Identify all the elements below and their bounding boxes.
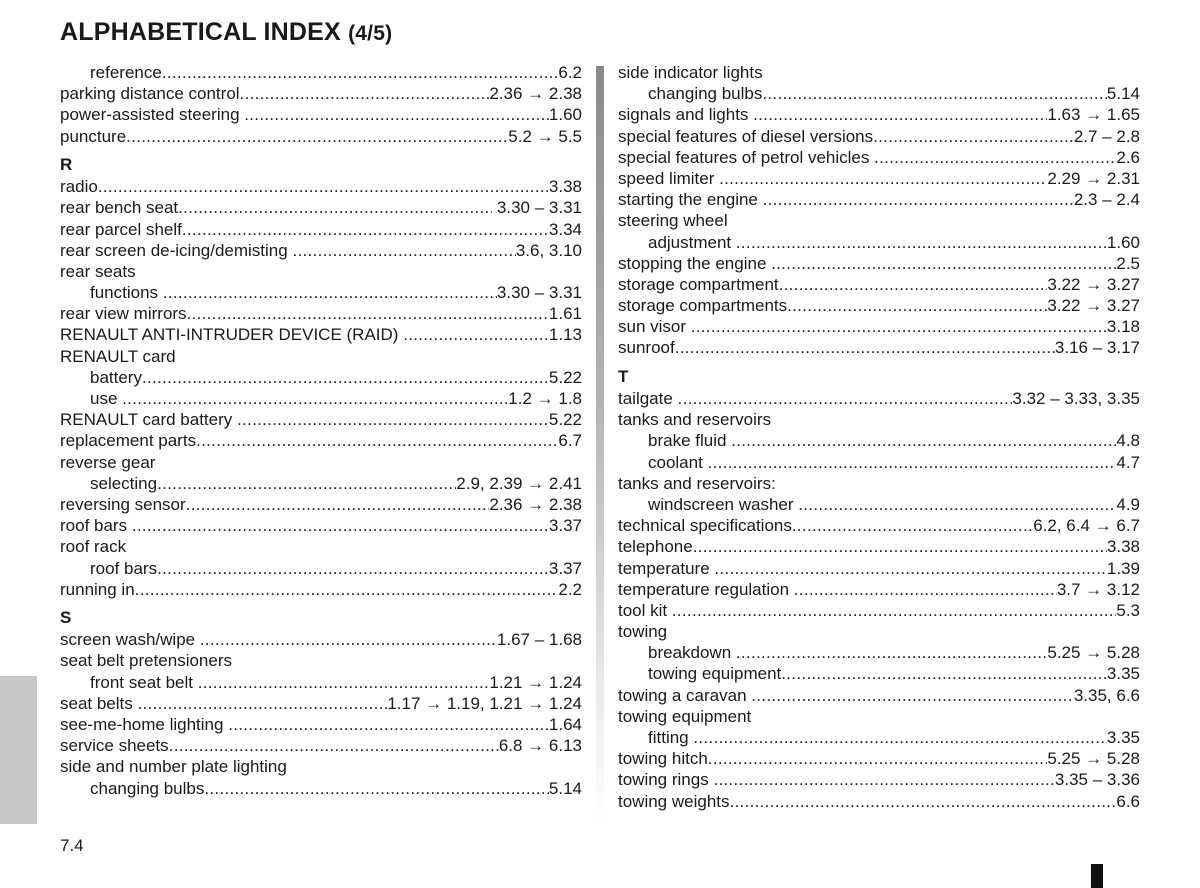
- index-heading: [60, 756, 582, 777]
- index-entry-page: 2.36 → 2.38: [489, 84, 582, 104]
- index-entry-label: changing bulbs: [648, 84, 763, 104]
- index-entry-page: 3.30 – 3.31: [492, 198, 582, 218]
- index-entry-page: 1.61: [548, 304, 582, 324]
- index-entry-label: rear parcel shelf: [60, 219, 182, 239]
- index-entry-label: selecting: [90, 473, 158, 493]
- index-entry-page: 2.5: [1116, 253, 1140, 273]
- index-entry: [618, 791, 1140, 812]
- corner-marker: [1091, 864, 1103, 888]
- dot-leader: [200, 629, 497, 650]
- index-entry-page: 5.22: [548, 410, 582, 430]
- index-entry: [60, 240, 582, 261]
- index-entry-label: telephone: [618, 537, 693, 557]
- dot-leader: [182, 219, 549, 240]
- index-entry-label: service sheets: [60, 736, 169, 756]
- index-entry: [60, 388, 582, 409]
- index-entry-label: parking distance control: [60, 84, 240, 104]
- index-entry: [60, 473, 582, 494]
- index-entry: [618, 295, 1140, 316]
- dot-leader: [708, 748, 1048, 769]
- index-entry: [60, 672, 582, 693]
- index-entry-label: roof bars: [90, 558, 158, 578]
- index-entry-label: seat belt pretensioners: [60, 651, 232, 671]
- index-entry: [618, 769, 1140, 790]
- index-entry-page: 4.7: [1116, 452, 1140, 472]
- index-heading: [618, 473, 1140, 494]
- index-entry-page: 6.2: [558, 63, 582, 82]
- index-section-letter: T: [618, 366, 629, 386]
- index-entry-label: replacement parts: [60, 431, 197, 451]
- index-section-letter: R: [60, 154, 73, 174]
- dot-leader: [132, 515, 549, 536]
- index-entry-label: seat belts: [60, 693, 138, 713]
- index-entry-page: 5.22: [548, 367, 582, 387]
- dot-leader: [196, 430, 558, 451]
- dot-leader: [736, 232, 1107, 253]
- index-entry: [60, 176, 582, 197]
- dot-leader: [731, 430, 1116, 451]
- index-entry-page: 1.63 → 1.65: [1047, 105, 1140, 125]
- dot-leader: [98, 176, 549, 197]
- index-entry: [618, 452, 1140, 473]
- dot-leader: [162, 62, 559, 83]
- index-entry-label: tool kit: [618, 600, 672, 620]
- index-entry-label: side indicator lights: [618, 63, 763, 82]
- index-entry-label: speed limiter: [618, 168, 720, 188]
- index-entry: [618, 494, 1140, 515]
- index-entry: [60, 693, 582, 714]
- index-entry-label: storage compartments: [618, 296, 788, 316]
- index-entry: [618, 126, 1140, 147]
- index-entry-page: 1.21 → 1.24: [489, 672, 582, 692]
- index-entry-label: running in: [60, 579, 135, 599]
- index-entry-label: towing equipment: [648, 664, 782, 684]
- index-entry-page: 1.39: [1106, 558, 1140, 578]
- index-entry-label: towing a caravan: [618, 685, 752, 705]
- dot-leader: [719, 168, 1047, 189]
- index-entry-page: 3.30 – 3.31: [496, 283, 582, 303]
- dot-leader: [691, 316, 1107, 337]
- chapter-tab: [0, 676, 37, 824]
- index-entry-page: 1.60: [1106, 232, 1140, 252]
- dot-leader: [244, 104, 549, 125]
- index-entry: [618, 515, 1140, 536]
- index-entry-page: 3.7 → 3.12: [1056, 579, 1140, 599]
- dot-leader: [771, 253, 1116, 274]
- index-entry: [60, 324, 582, 345]
- index-entry: [60, 494, 582, 515]
- dot-leader: [763, 189, 1074, 210]
- column-divider: [596, 66, 604, 820]
- index-entry-label: rear view mirrors: [60, 304, 187, 324]
- index-entry-label: fitting: [648, 728, 694, 748]
- index-entry-page: 2.9, 2.39 → 2.41: [456, 473, 582, 493]
- index-entry-label: functions: [90, 283, 163, 303]
- index-entry: [60, 367, 582, 388]
- index-entry: [618, 147, 1140, 168]
- dot-leader: [157, 558, 549, 579]
- dot-leader: [713, 769, 1054, 790]
- index-entry-label: reversing sensor: [60, 494, 186, 514]
- index-entry-label: technical specifications: [618, 516, 792, 536]
- index-entry-label: stopping the engine: [618, 253, 772, 273]
- index-entry: [60, 219, 582, 240]
- index-entry-label: reverse gear: [60, 452, 156, 472]
- index-entry-label: RENAULT card battery: [60, 410, 237, 430]
- index-heading: [618, 621, 1140, 642]
- index-entry-label: towing hitch: [618, 749, 708, 769]
- index-entry: [618, 663, 1140, 684]
- index-entry: [618, 600, 1140, 621]
- dot-leader: [122, 388, 508, 409]
- dot-leader: [708, 452, 1117, 473]
- index-entry-page: 5.2 → 5.5: [508, 126, 582, 146]
- page-title-suffix: (4/5): [348, 22, 393, 45]
- index-entry-page: 6.6: [1116, 791, 1140, 811]
- dot-leader: [292, 240, 515, 261]
- dot-leader: [240, 83, 490, 104]
- index-entry-label: windscreen washer: [648, 494, 799, 514]
- index-entry: [60, 62, 582, 83]
- index-entry: [60, 515, 582, 536]
- dot-leader: [142, 367, 549, 388]
- dot-leader: [675, 337, 1055, 358]
- index-heading: [618, 706, 1140, 727]
- index-entry-page: 3.35: [1106, 728, 1140, 748]
- index-entry-label: sun visor: [618, 317, 691, 337]
- dot-leader: [794, 579, 1057, 600]
- index-entry-label: temperature: [618, 558, 715, 578]
- index-entry: [60, 579, 582, 600]
- index-entry: [618, 642, 1140, 663]
- dot-leader: [237, 409, 549, 430]
- index-entry: [618, 388, 1140, 409]
- dot-leader: [873, 126, 1074, 147]
- dot-leader: [730, 791, 1117, 812]
- index-entry-page: 1.17 → 1.19, 1.21 → 1.24: [387, 693, 582, 713]
- index-entry-label: temperature regulation: [618, 579, 794, 599]
- page-title: [60, 18, 392, 47]
- index-entry-label: towing equipment: [618, 706, 752, 726]
- dot-leader: [169, 735, 499, 756]
- dot-leader: [693, 536, 1107, 557]
- index-entry: [60, 104, 582, 125]
- index-entry: [618, 579, 1140, 600]
- index-entry: [618, 337, 1140, 358]
- index-entry-label: use: [90, 389, 123, 409]
- index-entry-label: screen wash/wipe: [60, 630, 200, 650]
- index-entry-page: 5.14: [548, 778, 582, 798]
- index-entry-label: towing rings: [618, 770, 714, 790]
- index-entry: [60, 714, 582, 735]
- index-entry: [618, 83, 1140, 104]
- index-entry-page: 6.7: [558, 431, 582, 451]
- index-entry-label: see-me-home lighting: [60, 715, 229, 735]
- index-entry-page: 6.8 → 6.13: [498, 736, 582, 756]
- index-entry-page: 4.8: [1116, 431, 1140, 451]
- index-entry-page: 3.22 → 3.27: [1047, 274, 1140, 294]
- index-entry-page: 3.34: [548, 219, 582, 239]
- index-entry-page: 2.2: [558, 579, 582, 599]
- index-entry: [60, 282, 582, 303]
- index-entry-label: towing: [618, 622, 668, 642]
- index-heading: [60, 536, 582, 557]
- index-entry-page: 3.37: [548, 558, 582, 578]
- dot-leader: [762, 83, 1107, 104]
- index-entry-label: RENAULT card: [60, 346, 176, 366]
- dot-leader: [798, 494, 1116, 515]
- dot-leader: [138, 693, 388, 714]
- index-entry-page: 3.32 – 3.33, 3.35: [1012, 389, 1140, 409]
- dot-leader: [135, 579, 559, 600]
- dot-leader: [672, 600, 1117, 621]
- index-entry-page: 1.60: [548, 105, 582, 125]
- dot-leader: [874, 147, 1116, 168]
- index-entry-page: 2.7 – 2.8: [1073, 126, 1140, 146]
- index-entry: [60, 735, 582, 756]
- index-entry-page: 6.2, 6.4 → 6.7: [1033, 516, 1140, 536]
- index-entry-label: RENAULT ANTI-INTRUDER DEVICE (RAID): [60, 325, 404, 345]
- dot-leader: [678, 388, 1013, 409]
- index-entry: [618, 685, 1140, 706]
- index-entry-label: rear seats: [60, 261, 136, 281]
- dot-leader: [186, 494, 490, 515]
- index-entry: [618, 189, 1140, 210]
- dot-leader: [714, 558, 1107, 579]
- index-heading: [618, 210, 1140, 231]
- index-entry-label: side and number plate lighting: [60, 757, 287, 777]
- index-entry-label: front seat belt: [90, 672, 198, 692]
- index-entry-page: 1.64: [548, 715, 582, 735]
- index-heading: [60, 346, 582, 367]
- dot-leader: [751, 685, 1074, 706]
- index-entry-page: 3.18: [1106, 317, 1140, 337]
- index-entry: [618, 253, 1140, 274]
- index-entry-page: 5.25 → 5.28: [1047, 749, 1140, 769]
- index-entry-page: 3.6, 3.10: [515, 240, 582, 260]
- index-entry: [60, 83, 582, 104]
- index-entry-label: adjustment: [648, 232, 736, 252]
- index-entry: [618, 104, 1140, 125]
- index-entry-page: 2.6: [1116, 147, 1140, 167]
- dot-leader: [787, 295, 1047, 316]
- dot-leader: [204, 778, 549, 799]
- dot-leader: [792, 515, 1033, 536]
- index-entry-label: changing bulbs: [90, 778, 205, 798]
- index-entry: [60, 197, 582, 218]
- index-entry: [618, 274, 1140, 295]
- index-heading: [618, 409, 1140, 430]
- index-entry: [618, 558, 1140, 579]
- dot-leader: [693, 727, 1107, 748]
- index-entry-label: roof bars: [60, 516, 132, 536]
- index-entry-page: 4.9: [1116, 494, 1140, 514]
- index-entry-label: tailgate: [618, 389, 678, 409]
- index-entry-page: 1.2 → 1.8: [508, 389, 582, 409]
- dot-leader: [753, 104, 1047, 125]
- index-entry: [618, 168, 1140, 189]
- index-entry-page: 5.25 → 5.28: [1047, 643, 1140, 663]
- index-entry-label: rear bench seat: [60, 198, 179, 218]
- index-entry: [60, 430, 582, 451]
- dot-leader: [126, 126, 508, 147]
- index-entry-page: 3.38: [1106, 537, 1140, 557]
- index-column-left: [60, 62, 582, 799]
- index-heading: [60, 650, 582, 671]
- index-entry-page: 3.35 – 3.36: [1054, 770, 1140, 790]
- index-entry-page: 1.67 – 1.68: [496, 630, 582, 650]
- index-entry-label: breakdown: [648, 643, 736, 663]
- index-entry-page: 2.3 – 2.4: [1073, 190, 1140, 210]
- index-entry: [60, 303, 582, 324]
- index-entry-label: coolant: [648, 452, 708, 472]
- dot-leader: [736, 642, 1047, 663]
- dot-leader: [403, 324, 549, 345]
- dot-leader: [198, 672, 490, 693]
- index-entry-page: 3.38: [548, 177, 582, 197]
- index-entry-label: radio: [60, 177, 98, 197]
- index-entry-page: 3.16 – 3.17: [1054, 338, 1140, 358]
- index-entry-label: rear screen de-icing/demisting: [60, 240, 293, 260]
- index-entry-label: steering wheel: [618, 211, 728, 231]
- index-entry-page: 3.35, 6.6: [1073, 685, 1140, 705]
- page-number: 7.4: [60, 836, 84, 855]
- dot-leader: [187, 303, 549, 324]
- page-title-text: ALPHABETICAL INDEX: [60, 18, 341, 46]
- index-entry-page: 3.35: [1106, 664, 1140, 684]
- index-entry-page: 2.29 → 2.31: [1047, 168, 1140, 188]
- index-entry: [618, 316, 1140, 337]
- index-entry-label: storage compartment: [618, 274, 779, 294]
- dot-leader: [228, 714, 549, 735]
- dot-leader: [781, 663, 1107, 684]
- index-entry-page: 3.22 → 3.27: [1047, 296, 1140, 316]
- index-section-letter: S: [60, 607, 72, 627]
- index-entry-label: tanks and reservoirs:: [618, 473, 776, 493]
- index-entry-label: puncture: [60, 126, 127, 146]
- index-heading: [60, 452, 582, 473]
- index-entry: [60, 778, 582, 799]
- index-entry-label: tanks and reservoirs: [618, 410, 772, 430]
- index-entry-label: signals and lights: [618, 105, 754, 125]
- index-entry-page: 3.37: [548, 516, 582, 536]
- index-heading: [60, 261, 582, 282]
- index-entry-label: brake fluid: [648, 431, 732, 451]
- index-entry: [618, 430, 1140, 451]
- index-entry-label: starting the engine: [618, 190, 763, 210]
- index-entry-label: sunroof: [618, 338, 675, 358]
- index-entry-page: 2.36 → 2.38: [489, 494, 582, 514]
- index-entry-label: power-assisted steering: [60, 105, 245, 125]
- index-entry-page: 5.3: [1116, 600, 1140, 620]
- dot-leader: [163, 282, 497, 303]
- index-entry-label: reference: [90, 63, 162, 82]
- index-entry: [60, 126, 582, 147]
- dot-leader: [178, 197, 492, 218]
- index-entry: [618, 536, 1140, 557]
- index-entry-page: 5.14: [1106, 84, 1140, 104]
- index-entry: [618, 727, 1140, 748]
- index-heading: [618, 62, 1140, 83]
- dot-leader: [157, 473, 456, 494]
- index-entry: [60, 409, 582, 430]
- index-entry: [60, 558, 582, 579]
- index-entry: [618, 748, 1140, 769]
- index-entry: [60, 629, 582, 650]
- index-entry-label: special features of petrol vehicles: [618, 147, 875, 167]
- index-entry-label: battery: [90, 367, 142, 387]
- index-entry-label: towing weights: [618, 791, 730, 811]
- index-entry-label: roof rack: [60, 537, 127, 557]
- index-entry: [618, 232, 1140, 253]
- index-entry-page: 1.13: [548, 325, 582, 345]
- dot-leader: [779, 274, 1048, 295]
- index-column-right: [618, 62, 1140, 812]
- index-entry-label: special features of diesel versions: [618, 126, 874, 146]
